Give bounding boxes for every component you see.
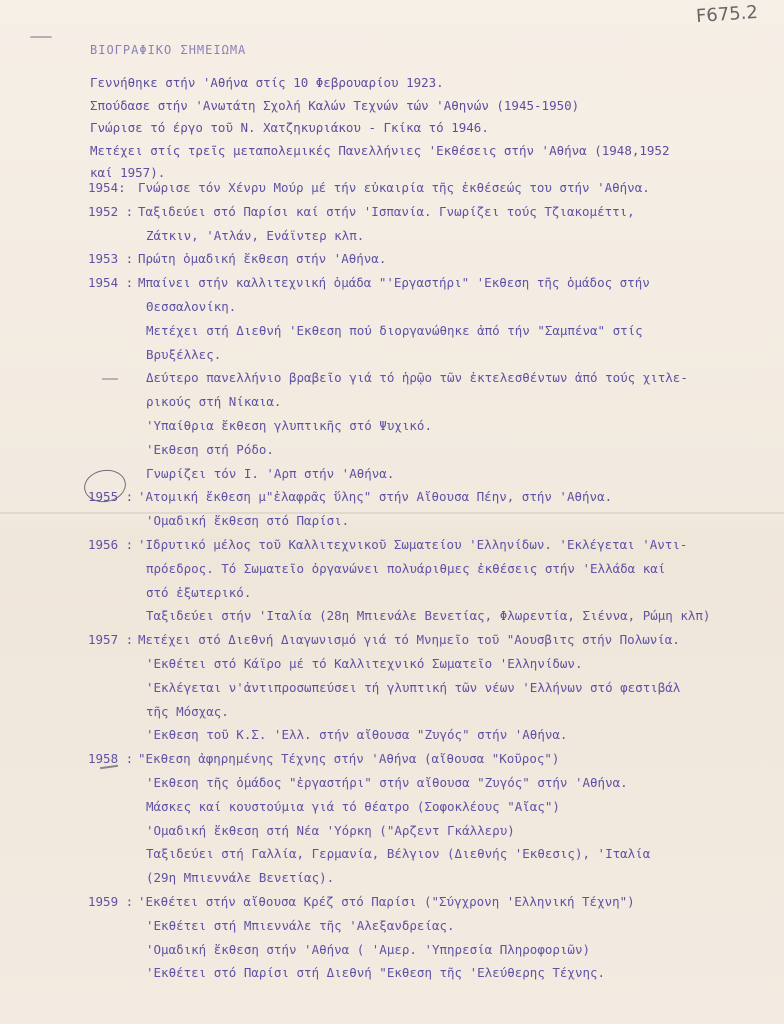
pencil-dash-mark <box>102 378 118 380</box>
entry-text: ρικούς στή Νίκαια. <box>146 394 282 410</box>
entry-text: Γνωρίζει τόν Ι. 'Αρπ στήν 'Αθήνα. <box>146 465 395 481</box>
year-label: 1954: <box>88 180 126 195</box>
entry-text: Μάσκες καί κουστούμια γιά τό θέατρο (Σοφοκλέους "Αἴας") <box>146 798 560 814</box>
entry-text: 'Εκθέτει στήν αἴθουσα Κρέζ στό Παρίσι ("Σύγχρονη 'Ελληνική Τέχνη") <box>138 894 635 909</box>
entry-text: Θεσσαλονίκη. <box>146 299 237 314</box>
entry-text: "Εκθεση ἀφηρημένης Τέχνης στήν 'Αθήνα (αἴθουσα "Κοῦρος") <box>138 751 560 767</box>
entry-text: Δεύτερο πανελλήνιο βραβεῖο γιά τό ἡρῷο τῶν ἐκτελεσθέντων ἀπό τούς χιτλε- <box>146 370 688 386</box>
entry-text: Πρώτη ὁμαδική ἔκθεση στήν 'Αθήνα. <box>138 251 387 267</box>
intro-line: Γνώρισε τό έργο τοῦ Ν. Χατζηκυριάκου - Γκίκα τό 1946. <box>90 120 489 135</box>
fold-crease <box>0 512 784 514</box>
year-label: 1957 : <box>88 632 134 648</box>
intro-line: Σπούδασε στήν 'Ανωτάτη Σχολή Καλών Τεχνών τών 'Αθηνών (1945-1950) <box>90 97 580 113</box>
document-title: ΒΙΟΓΡΑΦΙΚΟ ΣΗΜΕΙΩΜΑ <box>90 43 247 57</box>
intro-line: Γεννήθηκε στήν 'Αθήνα στίς 10 Φεβρουαρίου 1923. <box>90 75 444 90</box>
entry-text: 'Εκθέτει στό Κάϊρο μέ τό Καλλιτεχνικό Σωματεῖο 'Ελληνίδων. <box>146 656 583 671</box>
staple-mark <box>30 36 52 43</box>
entry-text: Ζάτκιν, 'Ατλάν, Ενάϊντερ κλπ. <box>146 227 365 243</box>
entry-text: Μετέχει στή Διεθνή 'Εκθεση πού διοργανώθηκε ἀπό τήν "Σαμπένα" στίς <box>146 322 643 338</box>
entry-text: 'Ιδρυτικό μέλος τοῦ Καλλιτεχνικοῦ Σωματείου 'Ελληνίδων. 'Εκλέγεται 'Αντι- <box>138 537 688 552</box>
entry-text: πρόεδρος. Τό Σωματεῖο ὀργανώνει πολυάριθμες ἐκθέσεις στήν 'Ελλάδα καί <box>146 560 666 576</box>
intro-block <box>90 72 750 185</box>
entry-text: 'Ατομική ἔκθεση μ"ἐλαφρᾶς ὕλης" στήν Αἴθουσα Πέην, στήν 'Αθήνα. <box>138 489 613 505</box>
year-label: 1955 : <box>88 489 134 505</box>
year-label: 1956 : <box>88 537 134 552</box>
entry-text: 'Υπαίθρια ἔκθεση γλυπτικῆς στό Ψυχικό. <box>146 418 432 433</box>
year-label: 1958 : <box>88 751 134 767</box>
year-label: 1953 : <box>88 251 134 267</box>
entry-text: Ταξιδεύει στή Γαλλία, Γερμανία, Βέλγιον (Διεθνής 'Εκθεσις), 'Ιταλία <box>146 846 651 862</box>
entry-text: Γνώρισε τόν Χένρυ Μούρ μέ τήν εὐκαιρία τῆς ἐκθέσεώς του στήν 'Αθήνα. <box>138 180 650 195</box>
entry-text: Μετέχει στό Διεθνή Διαγωνισμό γιά τό Μνημεῖο τοῦ "Αουσβιτς στήν Πολωνία. <box>138 632 680 648</box>
entry-text: Βρυξέλλες. <box>146 346 222 362</box>
entry-text: (29η Μπιεννάλε Βενετίας). <box>146 870 335 886</box>
year-label: 1952 : <box>88 203 134 219</box>
entry-text: 'Ομαδική ἔκθεση στό Παρίσι. <box>146 513 350 529</box>
entry-text: 'Ομαδική ἔκθεση στήν 'Αθήνα ( 'Αμερ. 'Υπηρεσία Πληροφοριῶν) <box>146 941 591 957</box>
entry-text: Μπαίνει στήν καλλιτεχνική ὁμάδα "'Εργαστήρι" 'Εκθεση τῆς ὁμάδος στήν <box>138 275 650 291</box>
intro-line: Μετέχει στίς τρεῖς μεταπολεμικές Πανελλήνιες 'Εκθέσεις στήν 'Αθήνα (1948,1952 <box>90 142 670 158</box>
intro-line: καί 1957). <box>90 165 166 180</box>
archive-reference: F675.2 <box>695 1 759 28</box>
entry-text: Ταξιδεύει στήν 'Ιταλία (28η Μπιενάλε Βενετίας, Φλωρεντία, Σιέννα, Ρώμη κλπ) <box>146 608 711 624</box>
entry-text: τῆς Μόσχας. <box>146 703 229 719</box>
entry-text: 'Εκθεση τῆς ὁμάδος "ἐργαστήρι" στήν αἴθουσα "Ζυγός" στήν 'Αθήνα. <box>146 775 628 790</box>
entry-text: 'Ομαδική ἔκθεση στή Νέα 'Υόρκη ("Αρζεντ Γκάλλερυ) <box>146 822 515 838</box>
entry-text: 'Εκθέτει στή Μπιεννάλε τῆς 'Αλεξανδρείας. <box>146 917 455 933</box>
year-label: 1959 : <box>88 894 134 909</box>
entry-text: 'Εκθεση τοῦ Κ.Σ. 'Ελλ. στήν αἴθουσα "Ζυγός" στήν 'Αθήνα. <box>146 727 568 743</box>
entry-text: Ταξιδεύει στό Παρίσι καί στήν 'Ισπανία. Γνωρίζει τούς Τζιακομέττι, <box>138 203 635 219</box>
year-label: 1954 : <box>88 275 134 291</box>
entry-text: στό ἐξωτερικό. <box>146 584 252 600</box>
entry-text: 'Εκλέγεται ν'ἀντιπροσωπεύσει τή γλυπτική τῶν νέων 'Ελλήνων στό φεστιβάλ <box>146 679 681 695</box>
entry-text: 'Εκθέτει στό Παρίσι στή Διεθνή "Εκθεση τῆς 'Ελεύθερης Τέχνης. <box>146 965 606 981</box>
entry-text: 'Εκθεση στή Ρόδο. <box>146 441 274 457</box>
